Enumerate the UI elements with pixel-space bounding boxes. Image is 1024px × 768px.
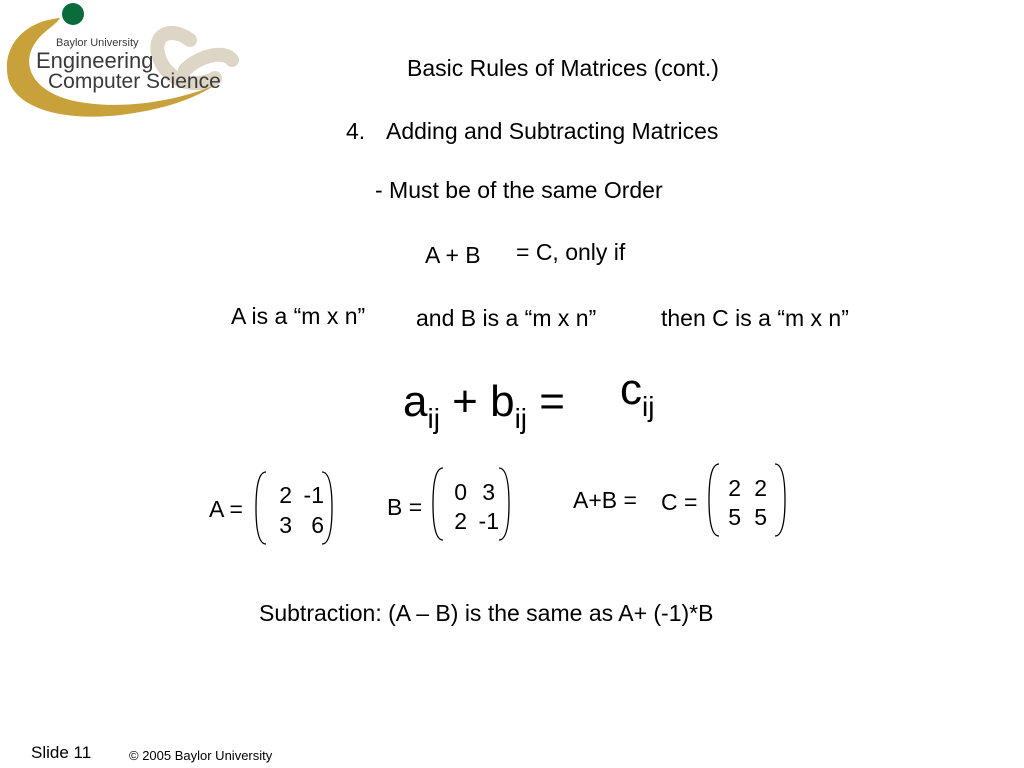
slide-number: Slide 11	[31, 743, 92, 762]
logo-green-dot	[62, 3, 84, 25]
matrix-b-cell: 0	[454, 479, 467, 505]
logo-engineering: Engineering	[36, 48, 154, 73]
slide-title: Basic Rules of Matrices (cont.)	[407, 55, 719, 81]
matrix-a-label: A =	[209, 496, 243, 522]
matrix-c-cell: 5	[754, 504, 767, 530]
logo	[0, 0, 240, 130]
equation-right: = C, only if	[516, 239, 626, 265]
matrix-a-cell: 6	[311, 512, 324, 538]
sum-prefix: A+B =	[573, 487, 637, 513]
condition-b: and B is a “m x n”	[416, 305, 597, 331]
formula-equals: =	[527, 377, 565, 426]
logo-university: Baylor University	[56, 37, 139, 49]
matrix-a	[256, 470, 332, 546]
subtraction-rule: Subtraction: (A – B) is the same as A+ (-1)*B	[259, 600, 714, 626]
matrix-a-cell: 2	[279, 482, 292, 508]
matrix-c-cell: 2	[754, 475, 767, 501]
equation-left: A + B	[425, 242, 481, 268]
order-note: - Must be of the same Order	[375, 177, 663, 203]
formula-a-sub: ij	[427, 403, 440, 434]
matrix-a-cell: -1	[303, 482, 324, 508]
matrix-a-cell: 3	[279, 512, 292, 538]
matrix-c	[709, 462, 785, 538]
matrix-c-label: C =	[661, 489, 698, 515]
formula-right	[620, 365, 655, 422]
formula-b-sub: ij	[514, 403, 528, 434]
formula-c-sub: ij	[642, 391, 655, 422]
logo-computer-science: Computer Science	[48, 70, 221, 93]
condition-a: A is a “m x n”	[231, 303, 366, 329]
matrix-b	[433, 466, 509, 542]
copyright: © 2005 Baylor University	[129, 748, 273, 763]
matrix-c-cell: 5	[728, 504, 741, 530]
item-text: Adding and Subtracting Matrices	[386, 118, 719, 144]
item-number: 4.	[346, 118, 366, 144]
formula-a: a	[403, 377, 428, 426]
matrix-b-label: B =	[387, 494, 423, 520]
formula-plus: +	[439, 377, 491, 426]
matrix-b-cell: 2	[454, 508, 467, 534]
matrix-b-cell: -1	[478, 508, 499, 534]
formula-c: c	[620, 365, 642, 414]
condition-c: then C is a “m x n”	[661, 305, 849, 331]
matrix-c-cell: 2	[728, 475, 741, 501]
formula-b: b	[490, 377, 515, 426]
matrix-b-cell: 3	[482, 479, 495, 505]
formula-left	[403, 377, 565, 434]
